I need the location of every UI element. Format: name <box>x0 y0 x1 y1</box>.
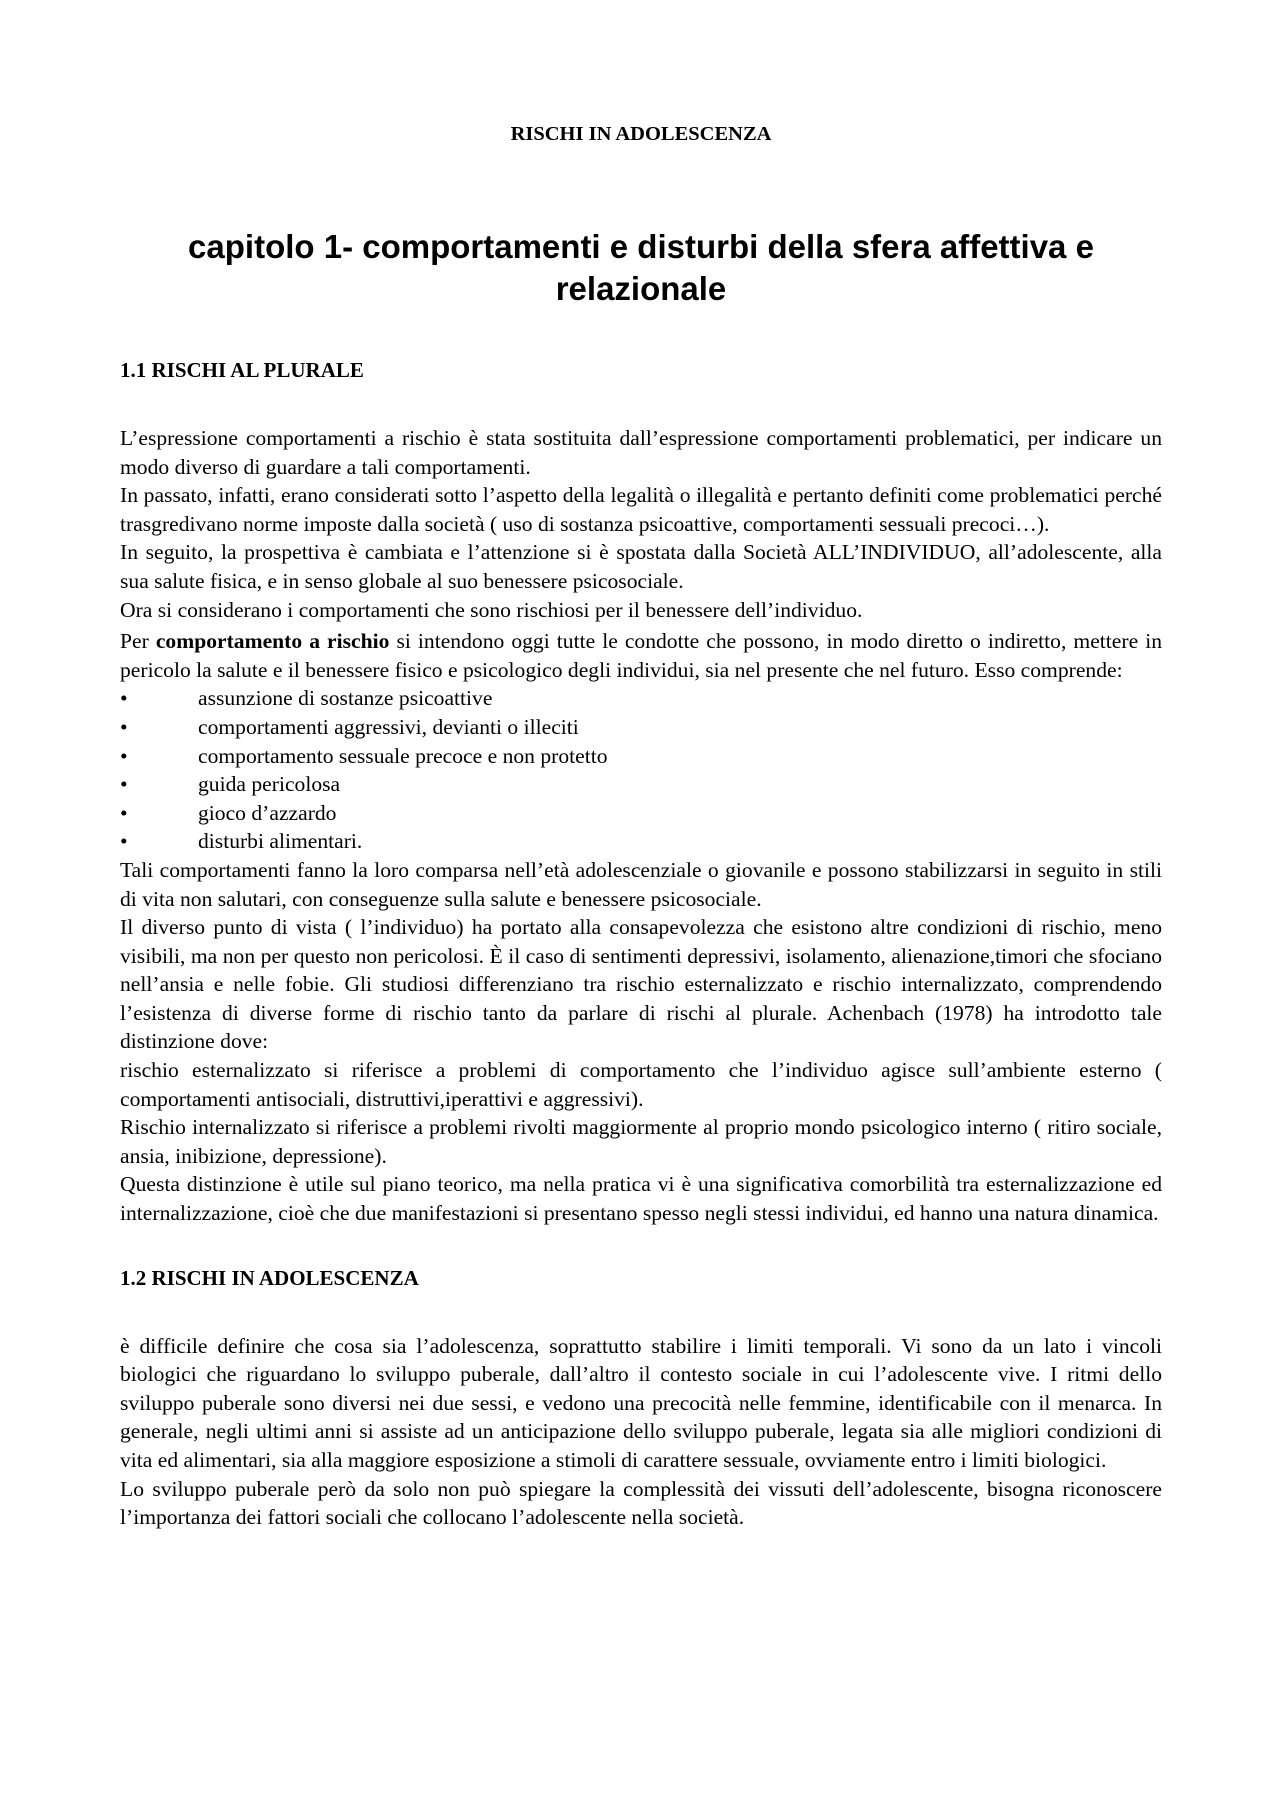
page-content <box>120 120 1162 1532</box>
paragraph: L’espressione comportamenti a rischio è stata sostituita dall’espressione comportamenti problematici, per indicare un modo diverso di guardare a tali comportamenti. <box>120 426 1162 479</box>
chapter-title-line1: capitolo 1- comportamenti e disturbi della sfera affettiva e <box>188 228 1094 265</box>
list-item <box>120 742 1162 771</box>
paragraph: In passato, infatti, erano considerati sotto l’aspetto della legalità o illegalità e pertanto definiti come problematici perché trasgredivano norme imposte dalla società ( uso di sostanza psicoattive, comportamenti sessuali precoci…). <box>120 483 1162 536</box>
list-item <box>120 713 1162 742</box>
paragraph: Lo sviluppo puberale però da solo non può spiegare la complessità dei vissuti dell’adolescente, bisogna riconoscere l’importanza dei fattori sociali che collocano l’adolescente nella società. <box>120 1476 1162 1530</box>
list-item <box>120 799 1162 828</box>
list-item <box>120 827 1162 856</box>
list-item-text: disturbi alimentari. <box>198 829 363 854</box>
section-heading-1-2: 1.2 RISCHI IN ADOLESCENZA <box>120 1265 419 1290</box>
paragraph: è difficile definire che cosa sia l’adolescenza, soprattutto stabilire i limiti temporali. Vi sono da un lato i vincoli biologici che riguardano lo sviluppo puberale, dall’altro il contesto sociale in cui l’adolescente vive. I ritmi dello sviluppo puberale sono diversi nei due sessi, e vedono una precocità nelle femmine, identificabile con il menarca. In generale, negli ultimi anni si assiste ad un anticipazione dello sviluppo puberale, legata sia alle migliori condizioni di vita ed alimentari, sia alla maggiore esposizione a stimoli di carattere sessuale, ovviamente entro i limiti biologici. <box>120 1333 1162 1472</box>
list-item-text: assunzione di sostanze psicoattive <box>198 686 493 711</box>
document-title: RISCHI IN ADOLESCENZA <box>510 123 772 145</box>
bullet-icon: • <box>120 772 128 797</box>
paragraph: In seguito, la prospettiva è cambiata e l’attenzione si è spostata dalla Società ALL’INDIVIDUO, all’adolescente, alla sua salute fisica, e in senso globale al suo benessere psicosociale. <box>120 540 1162 593</box>
paragraph: Il diverso punto di vista ( l’individuo) ha portato alla consapevolezza che esistono altre condizioni di rischio, meno visibili, ma non per questo non pericolosi. È il caso di sentimenti depressivi, isolamento, alienazione,timori che sfociano nell’ansia e nelle fobie. Gli studiosi differenziano tra rischio esternalizzato e rischio internalizzato, comprendendo l’esistenza di diverse forme di rischio tanto da parlare di rischi al plurale. Achenbach (1978) ha introdotto tale distinzione dove: <box>120 915 1162 1054</box>
section-heading-1-1: 1.1 RISCHI AL PLURALE <box>120 358 364 382</box>
list-item <box>120 770 1162 799</box>
bullet-icon: • <box>120 714 128 739</box>
chapter-title <box>120 226 1162 310</box>
paragraph-risk-definition <box>120 627 1162 684</box>
list-item <box>120 684 1162 713</box>
bullet-icon: • <box>120 800 128 825</box>
list-item-text: guida pericolosa <box>198 772 341 797</box>
bullet-icon: • <box>120 743 128 768</box>
list-item-text: comportamenti aggressivi, devianti o illeciti <box>198 714 579 739</box>
chapter-title-line2: relazionale <box>555 270 727 307</box>
paragraph: Rischio internalizzato si riferisce a problemi rivolti maggiormente al proprio mondo psicologico interno ( ritiro sociale, ansia, inibizione, depressione). <box>120 1115 1162 1168</box>
list-item-text: comportamento sessuale precoce e non protetto <box>198 743 608 768</box>
text-run: Per <box>120 629 156 654</box>
paragraph: rischio esternalizzato si riferisce a problemi di comportamento che l’individuo agisce sull’ambiente esterno ( comportamenti antisociali, distruttivi,iperattivi e aggressivi). <box>120 1058 1162 1111</box>
list-item-text: gioco d’azzardo <box>198 800 337 825</box>
bullet-icon: • <box>120 829 128 854</box>
bullet-icon: • <box>120 686 128 711</box>
paragraph: Ora si considerano i comportamenti che sono rischiosi per il benessere dell’individuo. <box>120 597 863 622</box>
bold-term: comportamento a rischio <box>155 629 390 654</box>
paragraph: Questa distinzione è utile sul piano teorico, ma nella pratica vi è una significativa comorbilità tra esternalizzazione ed internalizzazione, cioè che due manifestazioni si presentano spesso negli stessi individui, ed hanno una natura dinamica. <box>120 1172 1162 1226</box>
paragraph: Tali comportamenti fanno la loro comparsa nell’età adolescenziale o giovanile e possono stabilizzarsi in seguito in stili di vita non salutari, con conseguenze sulla salute e benessere psicosociale. <box>120 857 1162 911</box>
text-run: si intendono oggi tutte le condotte che possono, in modo diretto o indiretto, mettere in pericolo la salute e il benessere fisico e psicologico degli individui, sia nel presente che nel futuro. Esso comprende: <box>120 629 1163 682</box>
risk-behaviours-list <box>120 684 1162 856</box>
